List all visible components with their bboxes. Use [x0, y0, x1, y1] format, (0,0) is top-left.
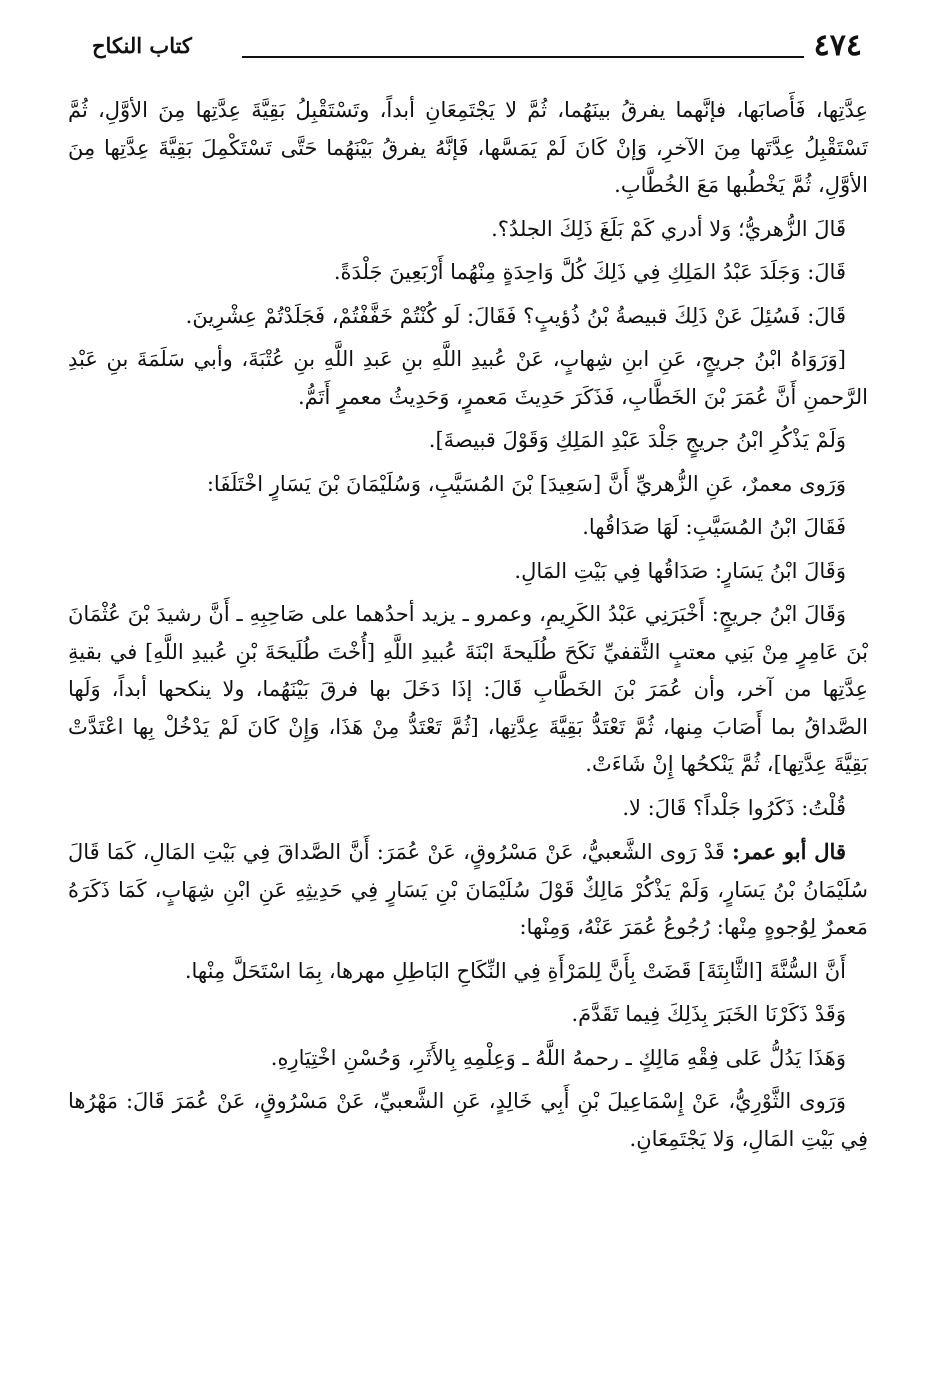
paragraph-lead: قال أبو عمر:	[732, 839, 846, 864]
paragraph: وَقَالَ ابْنُ جريجٍ: أَخْبَرَنِي عَبْدُ الكَرِيمِ، وعمرو ـ يزيد أحدُهما على صَاحِبِهِ ـ أَنَّ رشيدَ بْنَ عُثْمَانَ بْنَ عَامِرٍ مِنْ بَنِي معتبٍ الثَّقفيِّ نَكَحَ طُلَيحةَ ابْنَةَ عُبيدِ اللَّهِ [أُخْتَ طُلَيحَةَ بْنِ عُبيدِ اللَّهِ] في بقيةِ عِدَّتِها من آخر، وأن عُمَرَ بْنَ الخَطَّابِ قَالَ: إذَا دَخَلَ بها فرقَ بَيْنَهُما، ولا ينكحها أبداً، وَلَها الصَّداقُ بما أَصَابَ مِنها، ثُمَّ تَعْتَدُّ بَقِيَّةَ عِدَّتِها، [ثُمَّ تَعْتَدُّ مِنْ هَذَا، وَإِنْ كَانَ لَمْ يَدْخُلْ بِها اعْتَدَّتْ بَقِيَّةَ عِدَّتِها]، ثُمَّ يَنْكحُها إِنْ شَاءَتْ.	[68, 602, 868, 776]
paragraph: [وَرَوَاهُ ابْنُ جريجٍ، عَنِ ابنِ شِهابٍ، عَنْ عُبيدِ اللَّهِ بنِ عَبدِ اللَّهِ بنِ عُتْبَةَ، وأبي سَلَمَةَ بنِ عَبْدِ الرَّحمنِ أَنَّ عُمَرَ بْنَ الخَطَّابِ، فَذَكَرَ حَدِيثَ مَعمرٍ، وَحَدِيثُ معمرٍ أَتَمُّ.	[68, 347, 868, 409]
paragraph: فَقَالَ ابْنُ المُسَيَّبِ: لَهَا صَدَاقُها.	[582, 515, 846, 539]
running-title: كتاب النكاح	[92, 33, 192, 58]
paragraph: قَالَ: وَجَلَدَ عَبْدُ المَلِكِ فِي ذَلِكَ كُلَّ وَاحِدَةٍ مِنْهُما أَرْبَعِينَ جَلْدَةً.	[333, 260, 846, 284]
paragraph: قُلْتُ: ذَكَرُوا جَلْداً؟ قَالَ: لا.	[622, 795, 846, 820]
paragraph: قال أبو عمر: قَدْ رَوى الشَّعبيُّ، عَنْ مَسْرُوقٍ، عَنْ عُمَرَ: أَنَّ الصَّداقَ فِي بَيْتِ المَالِ، كَمَا قَالَ سُلَيْمَانُ بْنُ يَسَارٍ، وَلَمْ يَذْكُرْ مَالِكٌ قَوْلَ سُلَيْمَانَ بْنِ يَسَارٍ فِي حَدِيثِهِ عَنِ ابْنِ شِهَابٍ، كَمَا ذَكَرَهُ مَعمرٌ لِوُجوهٍ مِنْها: رُجُوعُ عُمَرَ عَنْهُ، وَمِنْها:	[68, 839, 868, 939]
paragraph: عِدَّتِها، فَأَصابَها، فإنَّهما يفرقُ بينَهُما، ثُمَّ لا يَجْتَمِعَانِ أبداً، وتَسْتَقْبِلُ بَقِيَّةَ عِدَّتِها مِنَ الأوَّلِ، ثُمَّ تَسْتَقْبِلُ عِدَّتَها مِنَ الآخرِ، وَإنْ كَانَ لَمْ يَمَسَّها، فَإنَّهُ يفرقُ بَيْنَهُما حَتَّى تَسْتَكْمِلَ بَقِيَّةَ عِدَّتِها مِنَ الأوَّلِ، ثُمَّ يَخْطُبها مَعَ الخُطَّابِ.	[68, 98, 868, 197]
paragraph: قَالَ الزُّهريُّ؛ وَلا أدري كَمْ بَلَغَ ذَلِكَ الجلدُ؟.	[491, 216, 846, 241]
paragraph: وَهَذَا يَدُلُّ عَلى فِقْهِ مَالِكٍ ـ رحمهُ اللَّهُ ـ وَعِلْمِهِ بِالأَثَرِ، وَحُسْنِ اخْتِيَارِهِ.	[270, 1045, 846, 1070]
paragraph: وَرَوى معمرٌ، عَنِ الزُّهريِّ أَنَّ [سَعِيدَ] بْنَ المُسَيَّبِ، وَسُلَيْمَانَ بْنَ يَسَارٍ اخْتَلَفَا:	[206, 471, 846, 496]
paragraph: وَقَالَ ابْنُ يَسَارٍ: صَدَاقُها فِي بَيْتِ المَالِ.	[514, 558, 846, 583]
paragraph: وَرَوى الثَّوْرِيُّ، عَنْ إِسْمَاعِيلَ بْنِ أَبِي خَالِدٍ، عَنِ الشَّعبيِّ، عَنْ مَسْرُوقٍ، عَنْ عُمَرَ قَالَ: مَهْرُها فِي بَيْتِ المَالِ، وَلا يَجْتَمِعَانِ.	[68, 1089, 868, 1151]
paragraph: وَلَمْ يَذْكُرِ ابْنُ جريجٍ جَلْدَ عَبْدِ المَلِكِ وَقَوْلَ قبيصةَ].	[428, 428, 846, 452]
paragraph: قَالَ: فَسُئِلَ عَنْ ذَلِكَ قبيصةُ بْنُ ذُؤيبٍ؟ فَقَالَ: لَو كُنْتُمْ خَفَّفْتُمْ، فَجَلَدْتُمْ عِشْرِينَ.	[185, 303, 846, 328]
paragraph: أَنَّ السُّنَّةَ [الثَّابِتَةَ] قَضَتْ بِأَنَّ لِلمَرْأَةِ فِي النِّكَاحِ البَاطِلِ مهرها، بِمَا اسْتَحَلَّ مِنْها.	[184, 958, 846, 983]
page-number: ٤٧٤	[813, 28, 862, 63]
paragraph: وَقَدْ ذَكَرْنَا الخَبَرَ بِذَلِكَ فِيما تَقَدَّمَ.	[571, 1002, 846, 1026]
page-header	[92, 26, 862, 68]
body-text	[68, 92, 868, 1164]
header-rule	[242, 56, 804, 58]
